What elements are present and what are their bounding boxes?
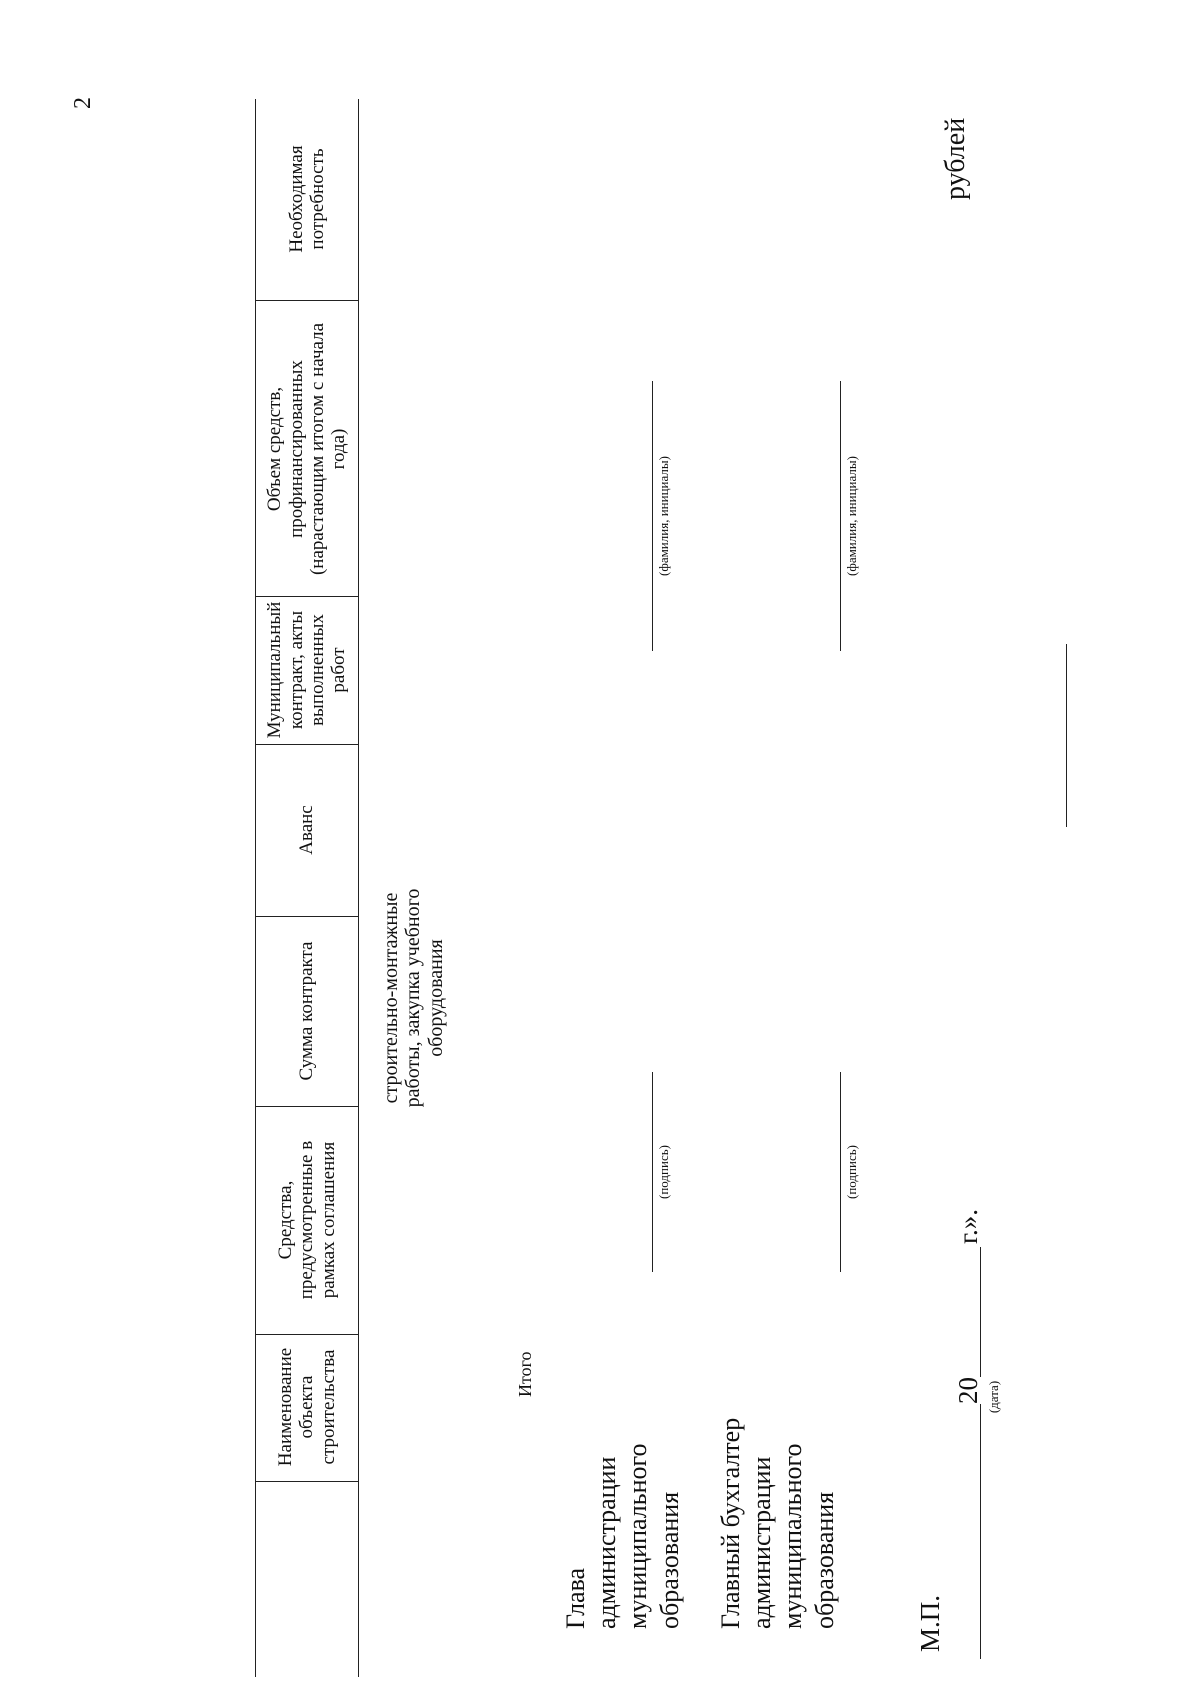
separator-line [1066,644,1067,827]
accountant-signature-caption: (подпись) [844,1145,859,1199]
table-line-col5 [255,596,359,597]
table-line-header-bottom [358,99,359,1677]
table-line-col4 [255,744,359,745]
table-line-left [255,1481,359,1482]
contract-sum-note: строительно-монтажные работы, закупка учебного оборудования [380,888,447,1108]
table-line-col6 [255,300,359,301]
date-suffix: г.». [953,1208,983,1244]
table-line-col2 [255,1106,359,1107]
stamp-label: М.П. [915,1594,945,1652]
header-required-need: Необходимая потребность [285,145,328,253]
head-signature-line [652,1072,653,1272]
total-label: Итого [515,1351,535,1397]
accountant-signature-line [840,1072,841,1272]
page-number: 2 [70,97,96,109]
head-signature-caption: (подпись) [656,1145,671,1199]
date-caption: (дата) [986,1380,1001,1414]
header-financed-volume: Объем средств, профинансированных (нарастающим итогом с начала года) [264,322,350,576]
table-line-top [255,99,256,1677]
table-line-col3 [255,916,359,917]
head-of-administration-title: Глава администрации муниципального образования [561,1443,684,1629]
chief-accountant-title: Главный бухгалтер администрации муниципального образования [716,1417,839,1629]
header-agreement-funds: Средства, предусмотренные в рамках соглашения [274,1140,339,1300]
header-municipal-contract: Муниципальный контракт, акты выполненных работ [264,601,350,739]
head-name-caption: (фамилия, инициалы) [656,456,671,576]
header-advance: Аванс [296,805,318,855]
date-day-line [980,1404,981,1659]
units-label: рублей [940,117,971,200]
accountant-name-line [840,381,841,651]
date-year-line [980,1247,981,1377]
header-object-name: Наименование объекта строительства [274,1347,339,1467]
head-name-line [652,381,653,651]
table-line-col1 [255,1334,359,1335]
date-year-prefix: 20 [953,1377,983,1404]
header-contract-sum: Сумма контракта [296,941,318,1081]
accountant-name-caption: (фамилия, инициалы) [844,456,859,576]
